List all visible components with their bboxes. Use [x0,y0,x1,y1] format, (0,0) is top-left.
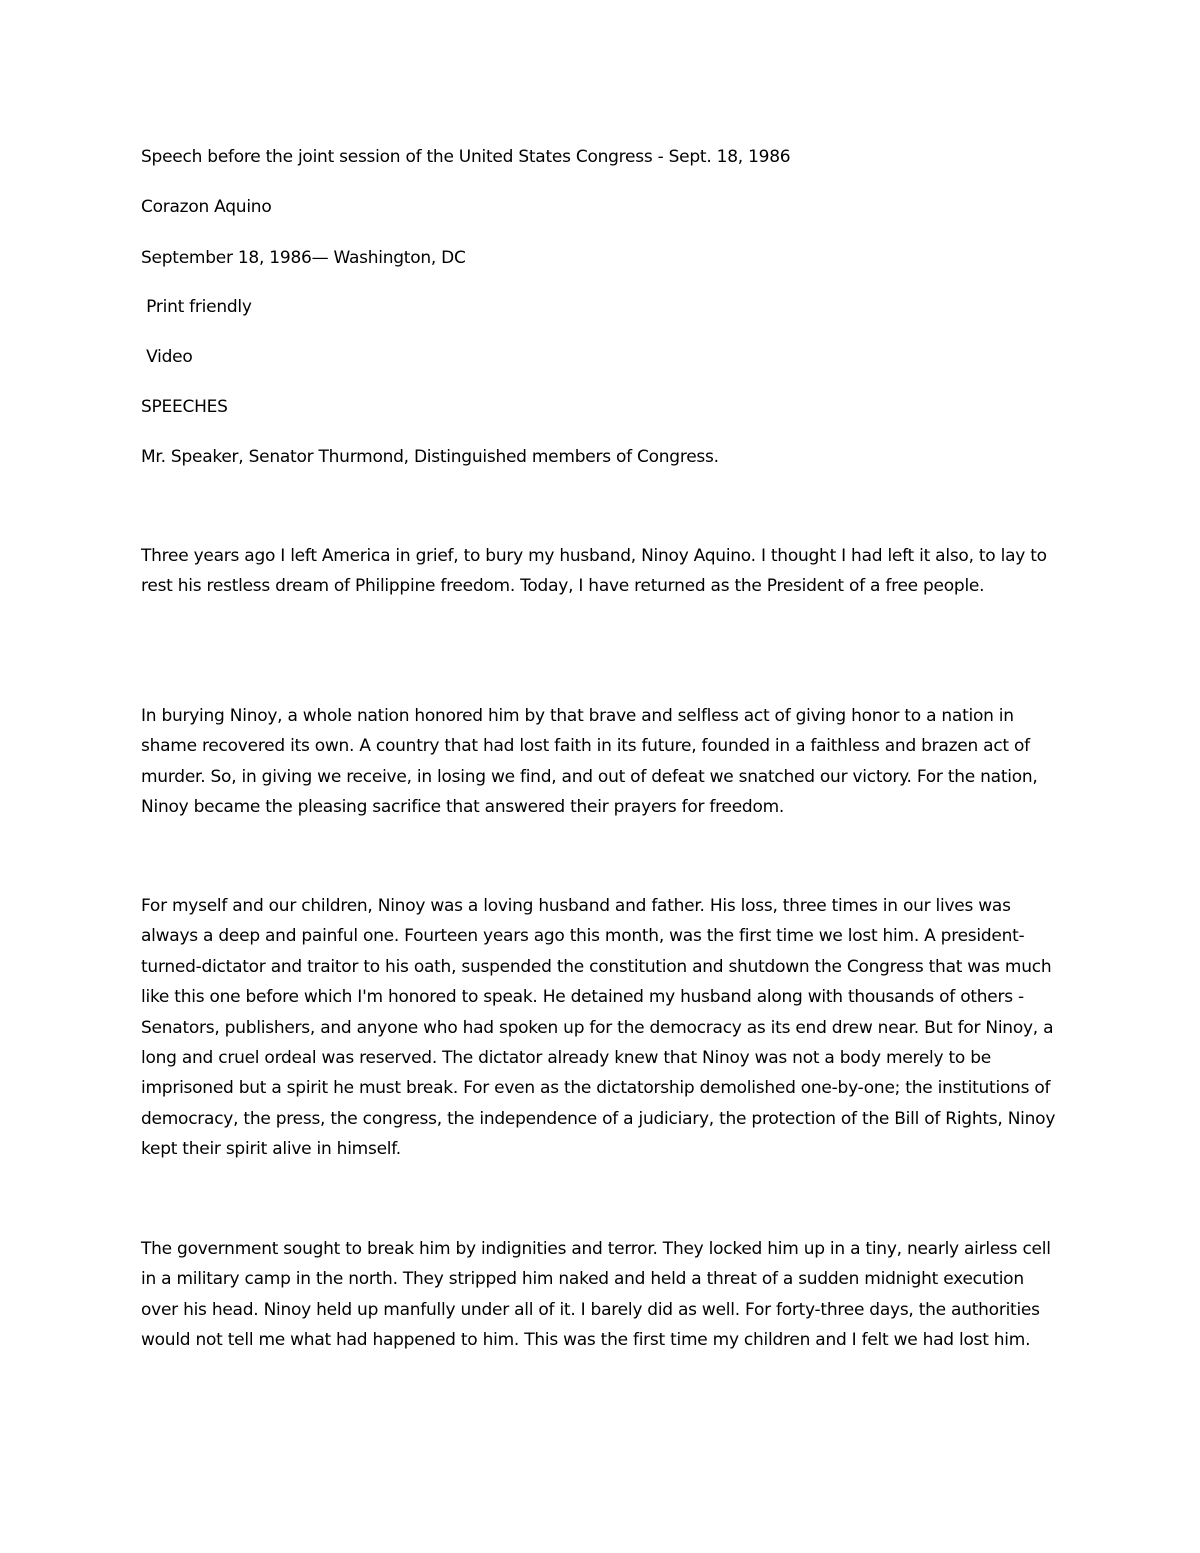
author-name: Corazon Aquino [141,197,272,217]
video-link[interactable]: Video [141,347,193,367]
paragraph-2: In burying Ninoy, a whole nation honored him by that brave and selfless act of giving honor to a nation in shame recovered its own. A country that had lost faith in its future, founded in a faithless and brazen act of murder. So, in giving we receive, in losing we find, and out of defeat we snatched our victory. For the nation, Ninoy became the pleasing sacrifice that answered their prayers for freedom. [141,706,1038,818]
date-location: September 18, 1986— Washington, DC [141,248,466,268]
print-friendly-link[interactable]: Print friendly [141,297,252,317]
salutation: Mr. Speaker, Senator Thurmond, Distinguished members of Congress. [141,447,719,467]
category-label: SPEECHES [141,397,228,417]
paragraph-3: For myself and our children, Ninoy was a loving husband and father. His loss, three times in our lives was always a deep and painful one. Fourteen years ago this month, was the first time we lost him. A president-turned-dictator and traitor to his oath, suspended the constitution and shutdown the Congress that was much like this one before which I'm honored to speak. He detained my husband along with thousands of others - Senators, publishers, and anyone who had spoken up for the democracy as its end drew near. But for Ninoy, a long and cruel ordeal was reserved. The dictator already knew that Ninoy was not a body merely to be imprisoned but a spirit he must break. For even as the dictatorship demolished one-by-one; the institutions of democracy, the press, the congress, the independence of a judiciary, the protection of the Bill of Rights, Ninoy kept their spirit alive in himself. [141,896,1056,1160]
paragraph-1: Three years ago I left America in grief, to bury my husband, Ninoy Aquino. I thought I had left it also, to lay to rest his restless dream of Philippine freedom. Today, I have returned as the President of a free people. [141,546,1047,597]
paragraph-4: The government sought to break him by indignities and terror. They locked him up in a tiny, nearly airless cell in a military camp in the north. They stripped him naked and held a threat of a sudden midnight execution over his head. Ninoy held up manfully under all of it. I barely did as well. For forty-three days, the authorities would not tell me what had happened to him. This was the first time my children and I felt we had lost him. [141,1239,1051,1351]
speech-title: Speech before the joint session of the United States Congress - Sept. 18, 1986 [141,147,791,167]
